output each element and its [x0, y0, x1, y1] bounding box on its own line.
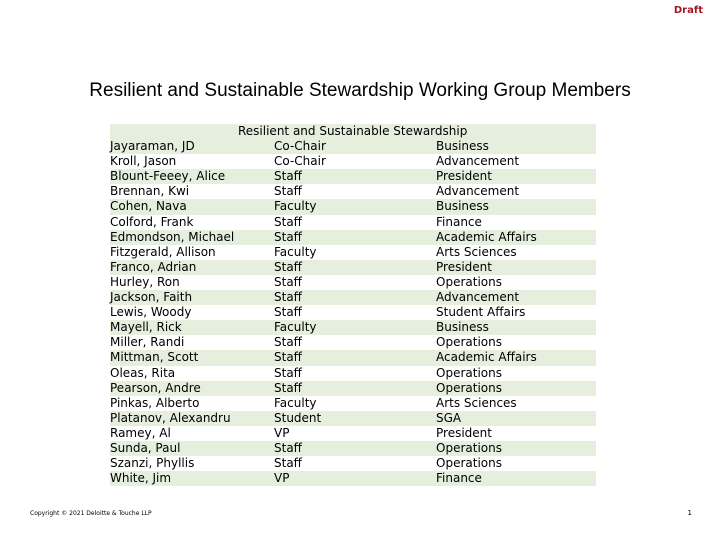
table-row	[110, 184, 596, 199]
table-row	[110, 230, 596, 245]
member-name: Jayaraman, JD	[110, 139, 195, 154]
member-area: Arts Sciences	[436, 244, 517, 259]
table-row	[110, 320, 596, 335]
member-role: VP	[274, 471, 290, 486]
member-role: Faculty	[274, 199, 317, 214]
member-name: Hurley, Ron	[110, 274, 180, 289]
member-name: Oleas, Rita	[110, 365, 176, 380]
member-role: Staff	[274, 365, 302, 380]
member-role: Co-Chair	[274, 139, 326, 154]
member-role: Staff	[274, 456, 302, 471]
member-area: Business	[436, 199, 489, 214]
table-row	[110, 215, 596, 230]
member-area: Business	[436, 320, 489, 335]
member-area: President	[436, 169, 492, 184]
member-name: Sunda, Paul	[110, 440, 181, 455]
member-role: Staff	[274, 380, 302, 395]
table-header-label: Resilient and Sustainable Stewardship	[238, 124, 468, 138]
member-name: Brennan, Kwi	[110, 184, 190, 199]
member-area: Arts Sciences	[436, 395, 517, 410]
member-name: Szanzi, Phyllis	[110, 456, 195, 471]
member-role: Staff	[274, 290, 302, 305]
table-row	[110, 169, 596, 184]
member-name: Pearson, Andre	[110, 380, 201, 395]
member-name: Mayell, Rick	[110, 320, 182, 335]
member-area: Operations	[436, 274, 502, 289]
member-area: Finance	[436, 214, 482, 229]
table-header	[110, 124, 596, 139]
member-role: Staff	[274, 169, 302, 184]
member-name: Mittman, Scott	[110, 350, 199, 365]
member-area: Operations	[436, 456, 502, 471]
table-row	[110, 366, 596, 381]
member-area: Finance	[436, 471, 482, 486]
table-row	[110, 441, 596, 456]
member-role: Faculty	[274, 244, 317, 259]
member-area: Operations	[436, 440, 502, 455]
table-row	[110, 471, 596, 486]
member-role: Staff	[274, 229, 302, 244]
member-area: Advancement	[436, 290, 520, 305]
copyright-text: Copyright © 2021 Deloitte & Touche LLP	[30, 510, 152, 517]
member-name: White, Jim	[110, 471, 172, 486]
table-row	[110, 245, 596, 260]
member-area: Advancement	[436, 184, 520, 199]
member-name: Colford, Frank	[110, 214, 194, 229]
member-name: Lewis, Woody	[110, 305, 192, 320]
member-role: Staff	[274, 214, 302, 229]
member-role: Staff	[274, 440, 302, 455]
member-role: Staff	[274, 184, 302, 199]
table-row	[110, 456, 596, 471]
member-role: Staff	[274, 259, 302, 274]
member-area: SGA	[436, 410, 462, 425]
slide-title: Resilient and Sustainable Stewardship Working Group Members	[89, 80, 631, 101]
member-area: Operations	[436, 380, 502, 395]
page-number: 1	[687, 509, 692, 517]
member-area: President	[436, 259, 492, 274]
table-body	[110, 139, 596, 486]
member-role: Faculty	[274, 320, 317, 335]
member-area: Business	[436, 139, 489, 154]
member-name: Cohen, Nava	[110, 199, 187, 214]
member-area: Operations	[436, 335, 502, 350]
member-role: VP	[274, 425, 290, 440]
member-name: Kroll, Jason	[110, 154, 177, 169]
member-name: Ramey, Al	[110, 425, 171, 440]
table-row	[110, 139, 596, 154]
member-role: Faculty	[274, 395, 317, 410]
member-role: Staff	[274, 335, 302, 350]
table-row	[110, 154, 596, 169]
member-area: Advancement	[436, 154, 520, 169]
member-role: Student	[274, 410, 322, 425]
member-role: Staff	[274, 274, 302, 289]
member-name: Blount-Feeey, Alice	[110, 169, 226, 184]
table-row	[110, 335, 596, 350]
member-role: Staff	[274, 350, 302, 365]
table-row	[110, 199, 596, 214]
member-role: Staff	[274, 305, 302, 320]
table-row	[110, 396, 596, 411]
table-row	[110, 275, 596, 290]
member-area: Academic Affairs	[436, 350, 537, 365]
member-area: Academic Affairs	[436, 229, 537, 244]
table-row	[110, 290, 596, 305]
table-row	[110, 411, 596, 426]
table-row	[110, 381, 596, 396]
member-name: Edmondson, Michael	[110, 229, 235, 244]
member-name: Platanov, Alexandru	[110, 410, 231, 425]
draft-label: Draft	[673, 5, 703, 16]
member-name: Pinkas, Alberto	[110, 395, 200, 410]
member-role: Co-Chair	[274, 154, 326, 169]
member-area: Student Affairs	[436, 305, 526, 320]
member-name: Jackson, Faith	[110, 290, 193, 305]
member-name: Fitzgerald, Allison	[110, 244, 216, 259]
member-area: Operations	[436, 365, 502, 380]
table-row	[110, 260, 596, 275]
table-row	[110, 305, 596, 320]
member-name: Miller, Randi	[110, 335, 185, 350]
member-area: President	[436, 425, 492, 440]
member-name: Franco, Adrian	[110, 259, 197, 274]
table-row	[110, 350, 596, 365]
members-table	[110, 124, 596, 486]
table-row	[110, 426, 596, 441]
